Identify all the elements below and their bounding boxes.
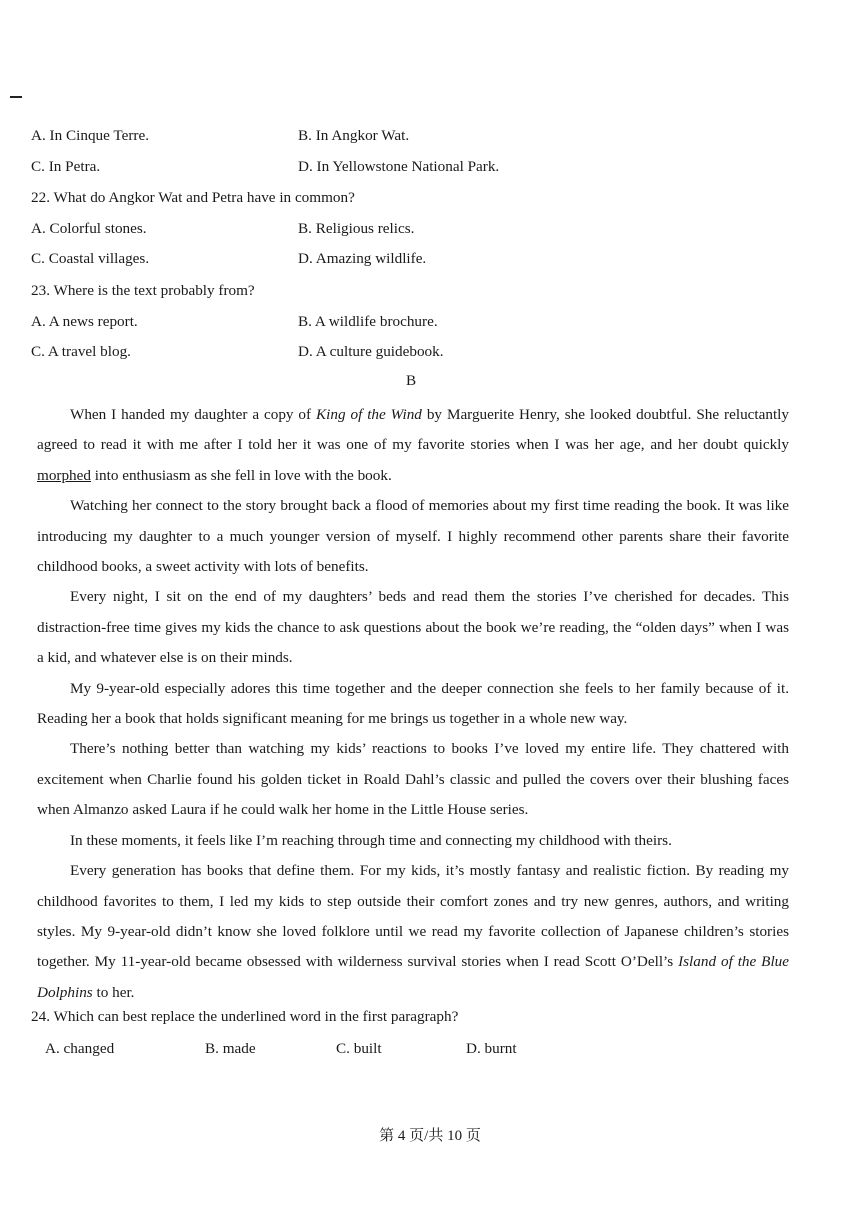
p1-text-end: into enthusiasm as she fell in love with the book. <box>91 466 392 484</box>
passage-paragraph-4: My 9-year-old especially adores this time together and the deeper connection she feels to her family because of it. Reading her a book that holds significant meaning for me brings us together in a whole new way. <box>37 679 789 728</box>
book-title-king-of-the-wind: King of the Wind <box>316 406 422 423</box>
q23-option-a: A. A news report. <box>31 313 138 330</box>
p7-text-start: Every generation has books that define them. For my kids, it’s mostly fantasy and realistic fiction. By reading my childhood favorites to them, I led my kids to step outside their comfort zones and try new genres, authors, and writing styles. My 9-year-old didn’t know she loved folklore until we read my favorite collection of Japanese children’s stories together. My 11-year-old became obsessed with wilderness survival stories when I read Scott O’Dell’s <box>37 862 789 971</box>
passage-paragraph-7 <box>37 856 789 1008</box>
passage-paragraph-5: There’s nothing better than watching my kids’ reactions to books I’ve loved my entire life. They chattered with excitement when Charlie found his golden ticket in Roald Dahl’s classic and pulled the covers over their blushing faces when Almanzo asked Laura if he could walk her home in the Little House series. <box>37 740 789 819</box>
q22-option-d: D. Amazing wildlife. <box>298 250 427 267</box>
p7-text-end: to her. <box>92 983 135 1001</box>
q22-question: 22. What do Angkor Wat and Petra have in common? <box>31 189 355 206</box>
q23-option-b: B. A wildlife brochure. <box>298 313 438 330</box>
q23-question: 23. Where is the text probably from? <box>31 282 255 299</box>
q24-options-row <box>45 1040 745 1062</box>
reading-passage <box>37 400 789 1008</box>
q24-option-d: D. burnt <box>466 1040 517 1057</box>
book-title-island-of-the-blue-dolphins: Island of the Blue Dolphins <box>37 953 789 1001</box>
q22-options-row-1 <box>31 220 791 242</box>
margin-dash-mark <box>10 96 22 98</box>
underlined-word: morphed <box>37 466 91 484</box>
q24-option-c: C. built <box>336 1040 382 1057</box>
passage-paragraph-2: Watching her connect to the story brought back a flood of memories about my first time reading the book. It was like introducing my daughter to a much younger version of myself. I highly recommend other parents share their favorite childhood books, a sweet activity with lots of benefits. <box>37 497 789 576</box>
q24-option-a: A. changed <box>45 1040 115 1057</box>
q23-options-row-1 <box>31 313 791 335</box>
p1-text-middle: by Marguerite Henry, she looked doubtful. She reluctantly agreed to read it with me after I told her it was one of my favorite stories when I was her age, and her doubt quickly <box>37 406 789 454</box>
q22-option-c: C. Coastal villages. <box>31 250 150 267</box>
passage-paragraph-3: Every night, I sit on the end of my daughters’ beds and read them the stories I’ve cherished for decades. This distraction-free time gives my kids the chance to ask questions about the book we’re reading, the “olden days” when I was a kid, and whatever else is on their minds. <box>37 588 789 667</box>
q23-option-c: C. A travel blog. <box>31 343 131 360</box>
q21-option-d: D. In Yellowstone National Park. <box>298 158 500 175</box>
q21-options-row-2 <box>31 158 791 180</box>
q24-question: 24. Which can best replace the underlined word in the first paragraph? <box>31 1008 459 1025</box>
q22-option-a: A. Colorful stones. <box>31 220 147 237</box>
q21-option-a: A. In Cinque Terre. <box>31 127 150 144</box>
q21-option-b: B. In Angkor Wat. <box>298 127 410 144</box>
passage-paragraph-1 <box>37 400 789 491</box>
q21-option-c: C. In Petra. <box>31 158 101 175</box>
q23-option-d: D. A culture guidebook. <box>298 343 444 360</box>
section-label: B <box>406 372 417 389</box>
q22-options-row-2 <box>31 250 791 272</box>
passage-paragraph-6: In these moments, it feels like I’m reaching through time and connecting my childhood with theirs. <box>70 831 672 849</box>
page-number-footer: 第 4 页/共 10 页 <box>379 1128 481 1144</box>
q21-options-row-1 <box>31 127 791 149</box>
q22-option-b: B. Religious relics. <box>298 220 415 237</box>
q24-option-b: B. made <box>205 1040 256 1057</box>
q23-options-row-2 <box>31 343 791 365</box>
p1-text-start: When I handed my daughter a copy of <box>70 406 317 423</box>
